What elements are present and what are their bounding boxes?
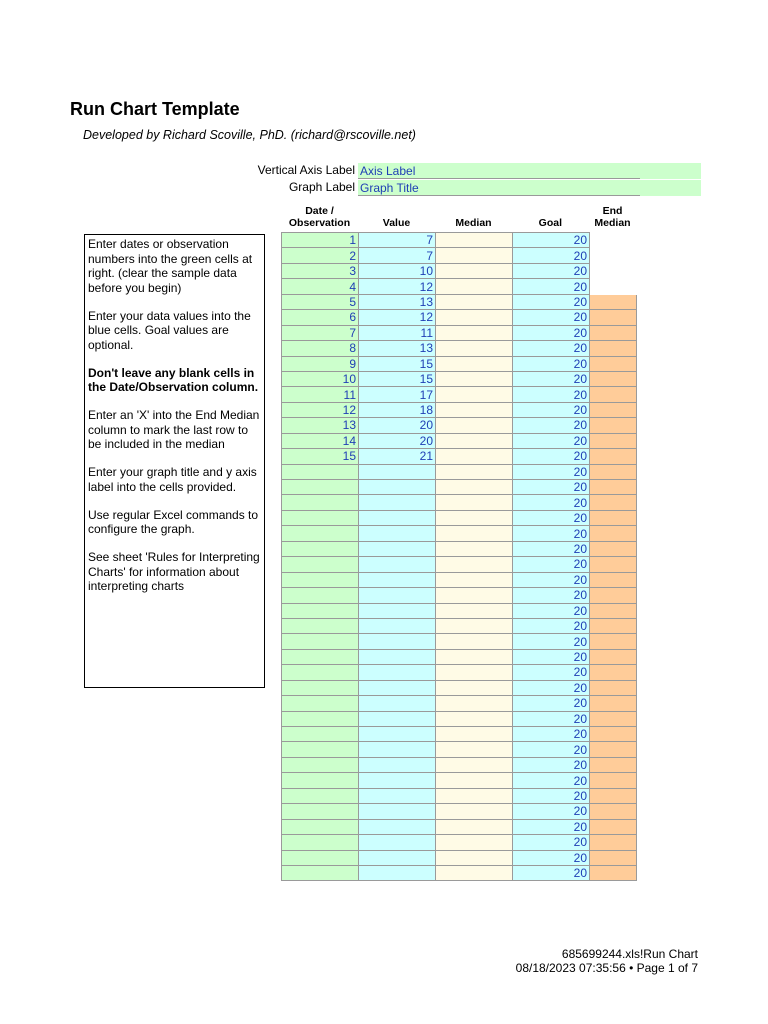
table-row [282,433,637,448]
value-cell[interactable] [359,634,436,649]
median-cell [436,233,513,248]
date-cell[interactable] [282,835,359,850]
header-value: Value [382,217,411,229]
date-cell[interactable] [282,804,359,819]
table-row [282,773,637,788]
end-median-cell[interactable] [590,387,637,402]
goal-cell[interactable]: 20 [513,588,590,603]
goal-cell[interactable]: 20 [513,480,590,495]
header-end-line2: Median [594,217,631,229]
value-cell[interactable]: 15 [359,371,436,386]
end-median-cell[interactable] [590,464,637,479]
median-cell [436,495,513,510]
table-row [282,418,637,433]
value-cell[interactable] [359,665,436,680]
median-cell [436,310,513,325]
value-cell[interactable] [359,804,436,819]
date-cell[interactable] [282,541,359,556]
footer-timestamp: 08/18/2023 07:35:56 • Page 1 of 7 [515,961,698,975]
end-median-cell[interactable] [590,865,637,880]
goal-cell[interactable]: 20 [513,510,590,525]
value-cell[interactable]: 7 [359,248,436,263]
date-cell[interactable] [282,727,359,742]
table-row [282,387,637,402]
end-median-cell[interactable] [590,618,637,633]
median-cell [436,480,513,495]
median-cell [436,727,513,742]
goal-cell[interactable]: 20 [513,603,590,618]
value-cell[interactable]: 13 [359,294,436,309]
value-cell[interactable]: 7 [359,233,436,248]
date-cell[interactable] [282,510,359,525]
table-row [282,804,637,819]
date-cell[interactable]: 13 [282,418,359,433]
median-cell [436,711,513,726]
end-median-cell[interactable] [590,788,637,803]
header-goal: Goal [538,217,562,229]
vertical-axis-label-input[interactable] [358,163,701,179]
end-median-cell[interactable] [590,310,637,325]
table-row [282,356,637,371]
value-cell[interactable] [359,850,436,865]
end-median-cell[interactable] [590,279,637,294]
goal-cell[interactable]: 20 [513,711,590,726]
median-cell [436,510,513,525]
header-date-observation [281,205,358,229]
table-row [282,449,637,464]
value-cell[interactable] [359,557,436,572]
median-cell [436,804,513,819]
date-cell[interactable]: 8 [282,341,359,356]
date-cell[interactable] [282,572,359,587]
goal-cell[interactable]: 20 [513,788,590,803]
value-cell[interactable]: 11 [359,325,436,340]
vertical-axis-label-caption: Vertical Axis Label [257,163,355,177]
value-cell[interactable]: 21 [359,449,436,464]
goal-cell[interactable]: 20 [513,341,590,356]
end-median-cell[interactable] [590,449,637,464]
end-median-cell[interactable] [590,433,637,448]
median-cell [436,819,513,834]
value-cell[interactable] [359,835,436,850]
table-row [282,263,637,278]
date-cell[interactable] [282,557,359,572]
median-cell [436,588,513,603]
median-cell [436,371,513,386]
date-cell[interactable]: 1 [282,233,359,248]
table-row [282,325,637,340]
page-footer [516,947,698,975]
value-cell[interactable] [359,495,436,510]
header-date-line2: Observation [288,217,351,229]
end-median-cell[interactable] [590,248,637,263]
date-cell[interactable] [282,495,359,510]
goal-cell[interactable]: 20 [513,464,590,479]
goal-cell[interactable]: 20 [513,294,590,309]
median-cell [436,433,513,448]
goal-cell[interactable]: 20 [513,850,590,865]
date-cell[interactable] [282,588,359,603]
graph-label-caption: Graph Label [288,180,355,194]
value-cell[interactable] [359,788,436,803]
date-cell[interactable] [282,526,359,541]
instruction-paragraph: Enter dates or observation numbers into the green cells at right. (clear the sample data before you begin) [88,237,253,295]
date-cell[interactable] [282,464,359,479]
end-median-cell[interactable] [590,804,637,819]
goal-cell[interactable]: 20 [513,634,590,649]
end-median-cell[interactable] [590,371,637,386]
median-cell [436,788,513,803]
goal-cell[interactable]: 20 [513,325,590,340]
end-median-cell[interactable] [590,819,637,834]
graph-title-value: Graph Title [360,181,419,195]
cell-border [358,178,640,179]
table-row [282,634,637,649]
instruction-paragraph: Enter your graph title and y axis label into the cells provided. [88,465,257,494]
end-median-cell[interactable] [590,711,637,726]
date-cell[interactable] [282,865,359,880]
date-cell[interactable]: 2 [282,248,359,263]
end-median-cell[interactable] [590,356,637,371]
table-row [282,557,637,572]
goal-cell[interactable]: 20 [513,402,590,417]
table-row [282,865,637,880]
value-cell[interactable]: 20 [359,418,436,433]
goal-cell[interactable]: 20 [513,449,590,464]
end-median-cell[interactable] [590,233,637,248]
end-median-cell[interactable] [590,850,637,865]
goal-cell[interactable]: 20 [513,696,590,711]
end-median-cell[interactable] [590,526,637,541]
value-cell[interactable]: 20 [359,433,436,448]
goal-cell[interactable]: 20 [513,557,590,572]
instruction-paragraph: Enter your data values into the blue cells. Goal values are optional. [88,308,251,352]
table-row [282,294,637,309]
goal-cell[interactable]: 20 [513,387,590,402]
goal-cell[interactable]: 20 [513,279,590,294]
value-cell[interactable] [359,603,436,618]
median-cell [436,279,513,294]
goal-cell[interactable]: 20 [513,618,590,633]
goal-cell[interactable]: 20 [513,865,590,880]
end-median-cell[interactable] [590,588,637,603]
median-cell [436,294,513,309]
date-cell[interactable]: 15 [282,449,359,464]
header-date-line1: Date / [305,205,334,217]
median-cell [436,449,513,464]
goal-cell[interactable]: 20 [513,680,590,695]
date-cell[interactable] [282,680,359,695]
date-cell[interactable] [282,603,359,618]
median-cell [436,325,513,340]
date-cell[interactable] [282,696,359,711]
value-cell[interactable] [359,572,436,587]
median-cell [436,263,513,278]
date-cell[interactable]: 6 [282,310,359,325]
median-cell [436,356,513,371]
goal-cell[interactable]: 20 [513,819,590,834]
table-row [282,649,637,664]
goal-cell[interactable]: 20 [513,649,590,664]
end-median-cell[interactable] [590,402,637,417]
instruction-paragraph: Don't leave any blank cells in the Date/Observation column. [88,365,259,394]
value-cell[interactable]: 10 [359,263,436,278]
value-cell[interactable] [359,757,436,772]
date-cell[interactable] [282,665,359,680]
value-cell[interactable]: 12 [359,310,436,325]
value-cell[interactable] [359,773,436,788]
end-median-cell[interactable] [590,742,637,757]
table-row [282,464,637,479]
author-credit: Developed by Richard Scoville, PhD. (richard@rscoville.net) [83,128,416,142]
median-cell [436,341,513,356]
goal-cell[interactable]: 20 [513,371,590,386]
goal-cell[interactable]: 20 [513,263,590,278]
value-cell[interactable] [359,865,436,880]
table-row [282,680,637,695]
median-cell [436,680,513,695]
date-cell[interactable]: 11 [282,387,359,402]
end-median-cell[interactable] [590,649,637,664]
value-cell[interactable]: 15 [359,356,436,371]
median-cell [436,757,513,772]
value-cell[interactable] [359,819,436,834]
header-median: Median [455,217,492,229]
end-median-cell[interactable] [590,418,637,433]
value-cell[interactable] [359,526,436,541]
goal-cell[interactable]: 20 [513,356,590,371]
median-cell [436,850,513,865]
median-cell [436,464,513,479]
table-row [282,727,637,742]
date-cell[interactable] [282,757,359,772]
goal-cell[interactable]: 20 [513,742,590,757]
goal-cell[interactable]: 20 [513,433,590,448]
goal-cell[interactable]: 20 [513,665,590,680]
value-cell[interactable] [359,711,436,726]
value-cell[interactable] [359,696,436,711]
date-cell[interactable] [282,850,359,865]
goal-cell[interactable]: 20 [513,248,590,263]
date-cell[interactable]: 12 [282,402,359,417]
header-end-line1: End [602,205,623,217]
table-row [282,835,637,850]
vertical-axis-label-value: Axis Label [360,164,416,178]
value-cell[interactable]: 12 [359,279,436,294]
value-cell[interactable] [359,742,436,757]
end-median-cell[interactable] [590,680,637,695]
median-cell [436,696,513,711]
cell-border [358,195,640,196]
table-row [282,526,637,541]
end-median-cell[interactable] [590,665,637,680]
goal-cell[interactable]: 20 [513,418,590,433]
end-median-cell[interactable] [590,510,637,525]
median-cell [436,665,513,680]
table-row [282,510,637,525]
instruction-paragraph: Enter an 'X' into the End Median column to mark the last row to be included in the median [88,408,260,451]
date-cell[interactable]: 4 [282,279,359,294]
goal-cell[interactable]: 20 [513,233,590,248]
date-cell[interactable]: 3 [282,263,359,278]
end-median-cell[interactable] [590,325,637,340]
median-cell [436,541,513,556]
footer-filename: 685699244.xls!Run Chart [561,947,698,961]
table-row [282,711,637,726]
date-cell[interactable]: 10 [282,371,359,386]
goal-cell[interactable]: 20 [513,572,590,587]
page-title: Run Chart Template [70,99,240,119]
median-cell [436,865,513,880]
end-median-cell[interactable] [590,634,637,649]
median-cell [436,387,513,402]
table-row [282,233,637,248]
table-row [282,541,637,556]
median-cell [436,418,513,433]
median-cell [436,634,513,649]
median-cell [436,526,513,541]
table-row [282,495,637,510]
date-cell[interactable] [282,711,359,726]
end-median-cell[interactable] [590,341,637,356]
table-row [282,757,637,772]
date-cell[interactable]: 14 [282,433,359,448]
date-cell[interactable] [282,649,359,664]
value-cell[interactable] [359,680,436,695]
value-cell[interactable] [359,510,436,525]
value-cell[interactable] [359,588,436,603]
table-row [282,248,637,263]
date-cell[interactable] [282,773,359,788]
table-row [282,603,637,618]
goal-cell[interactable]: 20 [513,495,590,510]
value-cell[interactable]: 13 [359,341,436,356]
median-cell [436,557,513,572]
goal-cell[interactable]: 20 [513,804,590,819]
goal-cell[interactable]: 20 [513,727,590,742]
median-cell [436,402,513,417]
goal-cell[interactable]: 20 [513,526,590,541]
table-row [282,279,637,294]
table-row [282,588,637,603]
value-cell[interactable] [359,480,436,495]
value-cell[interactable]: 17 [359,387,436,402]
value-cell[interactable] [359,541,436,556]
goal-cell[interactable]: 20 [513,310,590,325]
table-row [282,371,637,386]
goal-cell[interactable]: 20 [513,757,590,772]
date-cell[interactable]: 9 [282,356,359,371]
goal-cell[interactable]: 20 [513,541,590,556]
instruction-paragraph: Use regular Excel commands to configure the graph. [88,507,259,536]
date-cell[interactable] [282,819,359,834]
median-cell [436,742,513,757]
end-median-cell[interactable] [590,495,637,510]
date-cell[interactable] [282,788,359,803]
end-median-cell[interactable] [590,696,637,711]
instruction-paragraph: See sheet 'Rules for Interpreting Charts' for information about interpreting charts [88,550,260,593]
end-median-cell[interactable] [590,572,637,587]
median-cell [436,773,513,788]
median-cell [436,835,513,850]
end-median-cell[interactable] [590,757,637,772]
value-cell[interactable] [359,618,436,633]
run-chart-data-table [281,232,637,881]
median-cell [436,572,513,587]
end-median-cell[interactable] [590,835,637,850]
median-cell [436,248,513,263]
table-row [282,696,637,711]
table-row [282,742,637,757]
median-cell [436,618,513,633]
table-row [282,819,637,834]
value-cell[interactable]: 18 [359,402,436,417]
end-median-cell[interactable] [590,541,637,556]
table-row [282,341,637,356]
goal-cell[interactable]: 20 [513,773,590,788]
graph-title-input[interactable] [358,180,701,196]
value-cell[interactable] [359,649,436,664]
goal-cell[interactable]: 20 [513,835,590,850]
value-cell[interactable] [359,727,436,742]
end-median-cell[interactable] [590,294,637,309]
instructions-box [84,234,265,688]
table-row [282,402,637,417]
median-cell [436,603,513,618]
table-row [282,850,637,865]
end-median-cell[interactable] [590,263,637,278]
end-median-cell[interactable] [590,557,637,572]
table-row [282,665,637,680]
end-median-cell[interactable] [590,727,637,742]
end-median-cell[interactable] [590,603,637,618]
table-row [282,572,637,587]
date-cell[interactable] [282,742,359,757]
value-cell[interactable] [359,464,436,479]
median-cell [436,649,513,664]
table-row [282,480,637,495]
date-cell[interactable]: 5 [282,294,359,309]
end-median-cell[interactable] [590,773,637,788]
date-cell[interactable]: 7 [282,325,359,340]
date-cell[interactable] [282,634,359,649]
date-cell[interactable] [282,618,359,633]
table-row [282,788,637,803]
date-cell[interactable] [282,480,359,495]
table-row [282,310,637,325]
table-row [282,618,637,633]
end-median-cell[interactable] [590,480,637,495]
header-end-median [589,205,636,229]
